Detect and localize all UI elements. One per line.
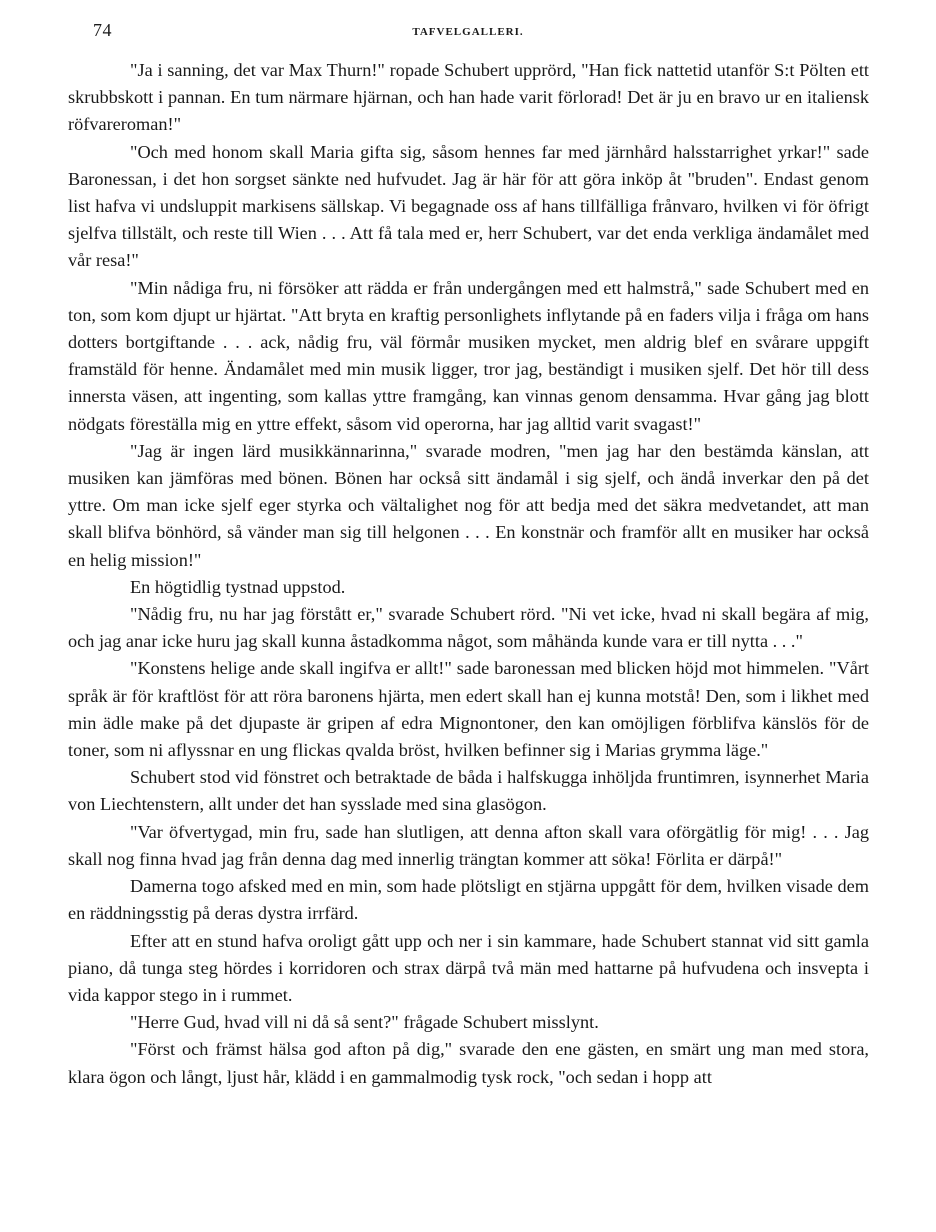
paragraph: "Först och främst hälsa god afton på dig," svarade den ene gästen, en smärt ung man med stora, klara ögon och långt, ljust hår, klädd i en gammalmodig tysk rock, "och sedan i hopp att bbox=[68, 1039, 869, 1087]
paragraph: Efter att en stund hafva oroligt gått upp och ner i sin kammare, hade Schubert stannat vid sitt gamla piano, då tunga steg hördes i korridoren och strax därpå två män med hattarne på hufvudena och insvepta i vida kappor stego in i rummet. bbox=[68, 930, 869, 1005]
running-title: TAFVELGALLERI. bbox=[412, 26, 524, 38]
paragraph: "Konstens helige ande skall ingifva er allt!" sade baronessan med blicken höjd mot himmelen. "Vårt språk är för kraftlöst för att röra baronens hjärta, men edert skall han ej kunna motstå! Den, som i likhet med min ädle make på det djupaste är gripen af edra Mignontoner, den kan omöjligen förblifva känslös för de toner, som ni aflyssnar en ung flickas qvalda bröst, hvilken befinner sig i Marias grymma läge." bbox=[68, 658, 869, 761]
paragraph: "Jag är ingen lärd musikkännarinna," svarade modren, "men jag har den bestämda känslan, att musiken kan jämföras med bönen. Bönen har också sitt ändamål i sig sjelf, och ändå inverkar den på det yttre. Om man icke sjelf eger styrka och vältalighet nog för att bedja med det säkra medvetandet, att man skall blifva bönhörd, så vänder man sig till helgonen . . . En konstnär och framför allt en musiker har också en helig mission!" bbox=[68, 440, 869, 570]
body-text bbox=[68, 57, 869, 1091]
paragraph: "Nådig fru, nu har jag förstått er," svarade Schubert rörd. "Ni vet icke, hvad ni skall begära af mig, och jag anar icke huru jag skall kunna åstadkomma något, som måhända kunde vara er till nytta . . ." bbox=[68, 604, 869, 652]
paragraph: En högtidlig tystnad uppstod. bbox=[130, 576, 346, 597]
paragraph: "Var öfvertygad, min fru, sade han slutligen, att denna afton skall vara oförgätlig för mig! . . . Jag skall nog finna hvad jag från denna dag med innerlig trängtan kommer att söka! Förlita er därpå!" bbox=[68, 821, 869, 869]
paragraph: "Ja i sanning, det var Max Thurn!" ropade Schubert upprörd, "Han fick nattetid utanför S:t Pölten ett skrubbskott i pannan. En tum närmare hjärnan, och han hade varit förlorad! Det är ju en bravo ur en italiensk röfvareroman!" bbox=[68, 60, 869, 135]
paragraph: Damerna togo afsked med en min, som hade plötsligt en stjärna uppgått för dem, hvilken visade dem en räddningsstig på deras dystra irrfärd. bbox=[68, 876, 869, 924]
paragraph: "Min nådiga fru, ni försöker att rädda er från undergången med ett halmstrå," sade Schubert med en ton, som kom djupt ur hjärtat. "Att bryta en kraftig personlighets inflytande på en faders vilja i fråga om hans dotters bortgiftande . . . ack, nådig fru, väl förmår musiken mycket, men aldrig blef en svårare uppgift framstäld för henne. Ändamålet med min musik ligger, tror jag, beständigt i musiken sjelf. Det hör till dess innersta väsen, att ingenting, som kallas yttre framgång, kan vinnas genom densamma. Hvar gång jag blott nödgats föreställa mig en yttre effekt, såsom vid operorna, har jag alltid varit svagast!" bbox=[68, 277, 869, 434]
paragraph: Schubert stod vid fönstret och betraktade de båda i halfskugga inhöljda fruntimren, isynnerhet Maria von Liechtenstern, allt under det han sysslade med sina glasögon. bbox=[68, 767, 869, 815]
paragraph: "Och med honom skall Maria gifta sig, såsom hennes far med järnhård halsstarrighet yrkar!" sade Baronessan, i det hon sorgset sänkte ned hufvudet. Jag är här för att göra inköp åt "bruden". Endast genom list hafva vi undsluppit markisens sällskap. Vi begagnade oss af hans tillfälliga frånvaro, hvilken vi för öfrigt sjelfva tillstält, och reste till Wien . . . Att få tala med er, herr Schubert, var det enda verkliga ändamålet med vår resa!" bbox=[68, 141, 869, 271]
paragraph: "Herre Gud, hvad vill ni då så sent?" frågade Schubert misslynt. bbox=[130, 1012, 599, 1033]
page-number: 74 bbox=[93, 20, 112, 40]
